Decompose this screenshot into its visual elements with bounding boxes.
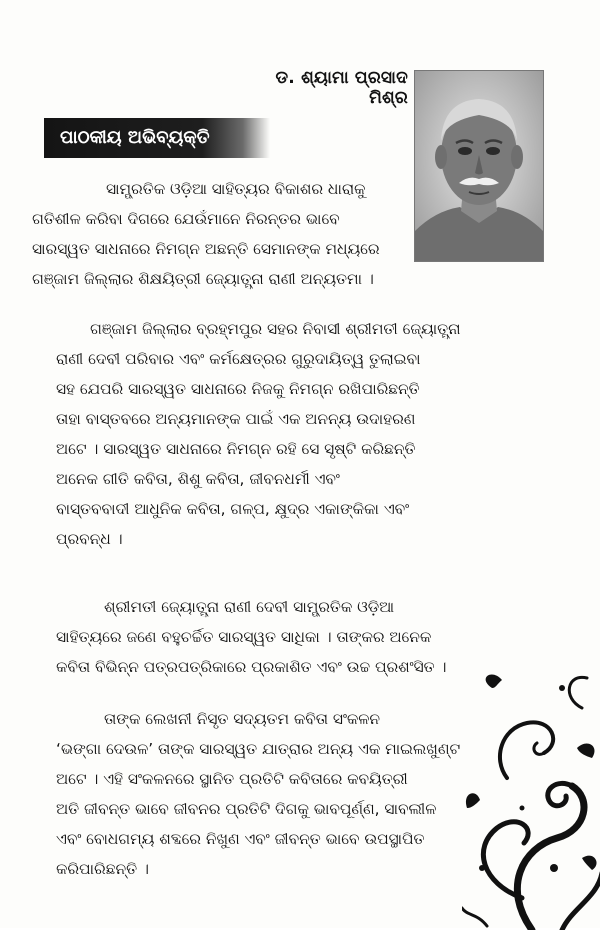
text-line: ପ୍ରବନ୍ଧ । [56, 530, 123, 548]
text-line: ଗଞ୍ଜାମ ଜିଲ୍ଲାର ଶିକ୍ଷୟିତ୍ରୀ ଜ୍ୟୋତ୍ସ୍ନା ରାଣୀ ଅନ୍ୟତମା । [32, 270, 374, 288]
text-line: ରାଣୀ ଦେବୀ ପରିବାର ଏବଂ କର୍ମକ୍ଷେତ୍ରର ଗୁରୁଦାୟିତ୍ୱ ତୁଲାଇବା [56, 350, 421, 368]
author-name: ଡ. ଶ୍ୟାମା ପ୍ରସାଦ ମିଶ୍ର [275, 68, 408, 108]
text-line: ଅଟେ । ସାରସ୍ୱତ ସାଧନାରେ ନିମଗ୍ନ ରହି ସେ ସୃଷ୍ଟି କରିଛନ୍ତି [56, 440, 416, 458]
text-line: ଶ୍ରୀମତୀ ଜ୍ୟୋତ୍ସ୍ନା ରାଣୀ ଦେବୀ ସାମ୍ପ୍ରତିକ ଓଡ଼ିଆ [104, 598, 395, 616]
paragraph-4 [56, 704, 460, 884]
section-heading [44, 118, 270, 158]
floral-swirl-ornament [462, 668, 600, 930]
author-photo [414, 70, 544, 262]
paragraph-1 [32, 174, 380, 294]
text-line: ଗଞ୍ଜାମ ଜିଲ୍ଲାର ବ୍ରହ୍ମପୁର ସହର ନିବାସୀ ଶ୍ରୀମତୀ ଜ୍ୟୋତ୍ସ୍ନା [90, 320, 461, 338]
text-line: କବିତା ବିଭିନ୍ନ ପତ୍ରପତ୍ରିକାରେ ପ୍ରକାଶିତ ଏବଂ ଉଚ୍ଚ ପ୍ରଶଂସିତ । [56, 658, 447, 676]
text-line: ସାହିତ୍ୟରେ ଜଣେ ବହୁଚର୍ଚ୍ଚିତ ସାରସ୍ୱତ ସାଧିକା । ତାଙ୍କର ଅନେକ [56, 628, 432, 646]
section-title: ପାଠକୀୟ ଅଭିବ୍ୟକ୍ତି [60, 127, 210, 148]
text-line: ଅନେକ ଗୀତି କବିତା, ଶିଶୁ କବିତା, ଜୀବନଧର୍ମୀ ଏବଂ [56, 470, 340, 488]
text-line: ଏବଂ ବୋଧଗମ୍ୟ ଶବ୍ଦରେ ନିଖୁଣ ଏବଂ ଜୀବନ୍ତ ଭାବେ ଉପସ୍ଥାପିତ [56, 830, 425, 848]
paragraph-3 [56, 592, 446, 682]
text-line: ବାସ୍ତବବାଦୀ ଆଧୁନିକ କବିତା, ଗଳ୍ପ, କ୍ଷୁଦ୍ର ଏକାଙ୍କିକା ଏବଂ [56, 500, 410, 518]
text-line: ସହ ଯେପରି ସାରସ୍ୱତ ସାଧନାରେ ନିଜକୁ ନିମଗ୍ନ ରଖିପାରିଛନ୍ତି [56, 380, 420, 398]
text-line: ‘ଭଙ୍ଗା ଦେଉଳ’ ତାଙ୍କ ସାରସ୍ୱତ ଯାତ୍ରାର ଅନ୍ୟ ଏକ ମାଇଲଖୁଣ୍ଟ [56, 740, 461, 758]
text-line: ଗତିଶୀଳ କରିବା ଦିଗରେ ଯେଉଁମାନେ ନିରନ୍ତର ଭାବେ [32, 210, 340, 228]
text-line: ସାରସ୍ୱତ ସାଧନାରେ ନିମଗ୍ନ ଅଛନ୍ତି ସେମାନଙ୍କ ମଧ୍ୟରେ [32, 240, 380, 258]
text-line: ଅତି ଜୀବନ୍ତ ଭାବେ ଜୀବନର ପ୍ରତିଟି ଦିଗକୁ ଭାବପୂର୍ଣ୍ଣ, ସାବଲୀଳ [56, 800, 437, 818]
text-line: ତାହା ବାସ୍ତବରେ ଅନ୍ୟମାନଙ୍କ ପାଇଁ ଏକ ଅନନ୍ୟ ଉଦାହରଣ [56, 410, 416, 428]
text-line: କରିପାରିଛନ୍ତି । [56, 860, 149, 878]
text-line: ସାମ୍ପ୍ରତିକ ଓଡ଼ିଆ ସାହିତ୍ୟର ବିକାଶର ଧାରାକୁ [106, 180, 366, 198]
text-line: ତାଙ୍କ ଲେଖନୀ ନିସୃତ ସଦ୍ୟତମ କବିତା ସଂକଳନ [104, 710, 380, 728]
text-line: ଅଟେ । ଏହି ସଂକଳନରେ ସ୍ଥାନିତ ପ୍ରତିଟି କବିତାରେ କବୟିତ୍ରୀ [56, 770, 408, 788]
paragraph-2 [56, 314, 461, 554]
